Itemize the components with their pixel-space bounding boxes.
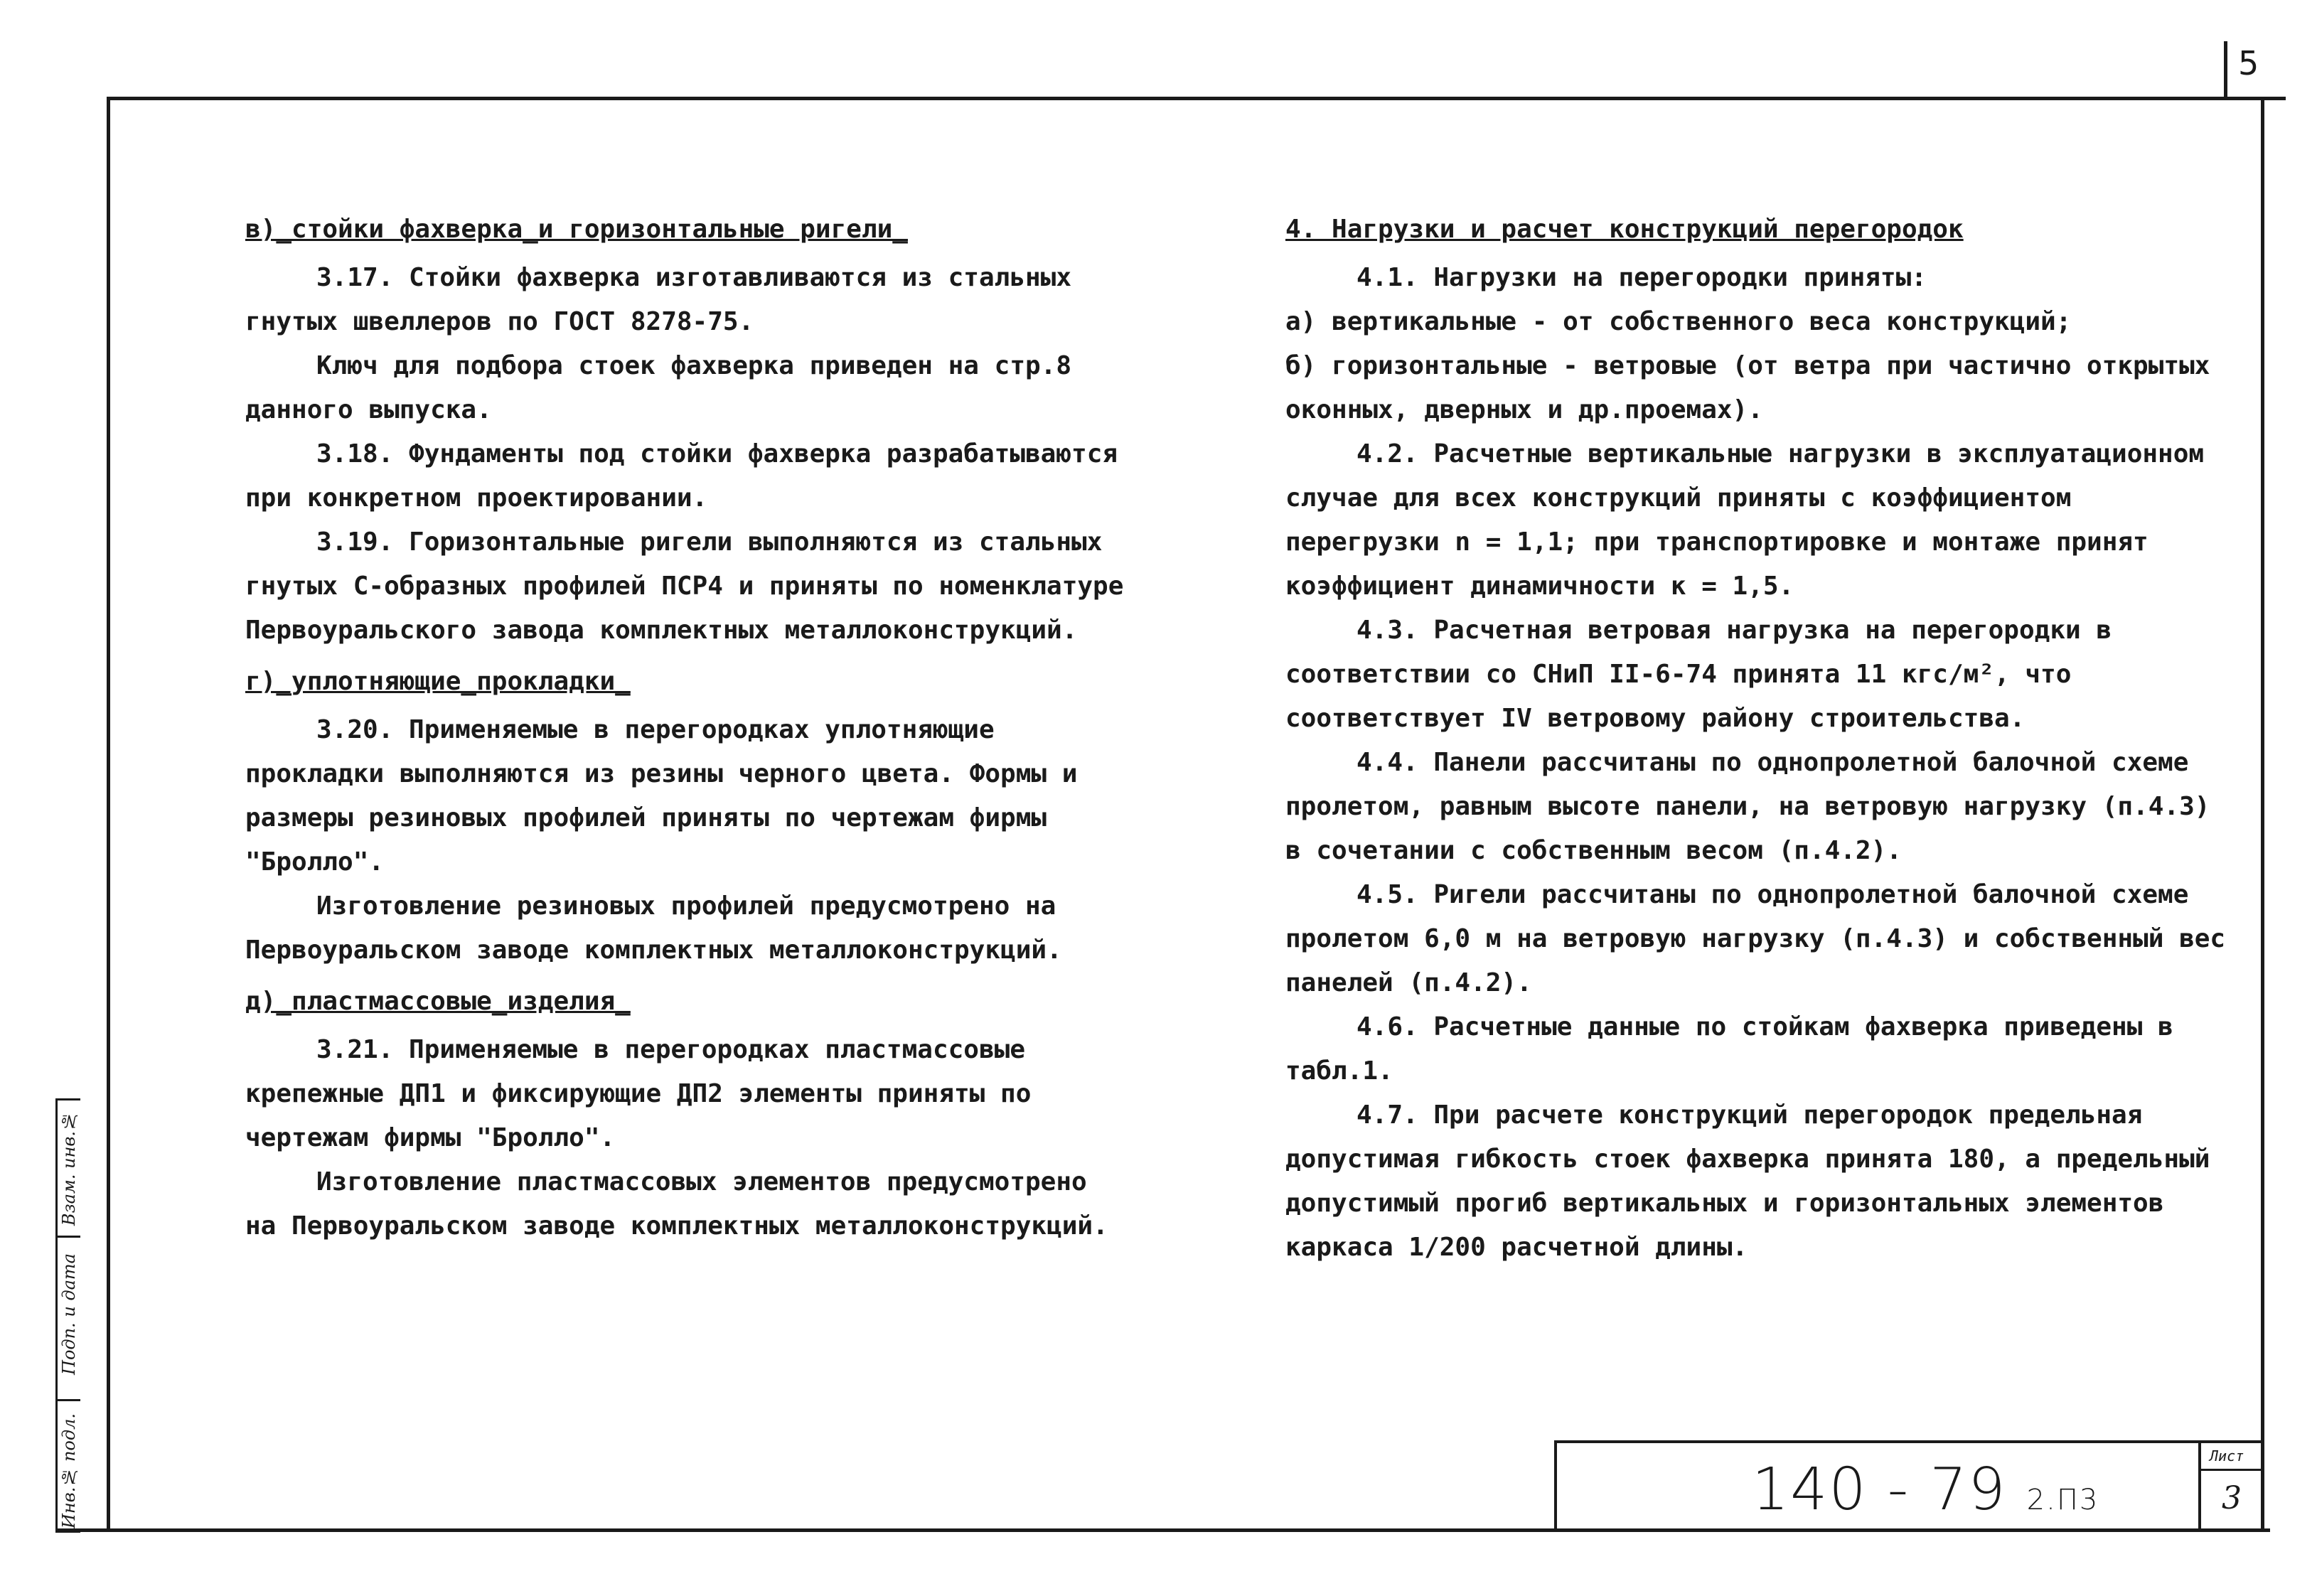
frame-right-line: [2261, 97, 2264, 1532]
document-code-suffix: 2.П3: [2026, 1484, 2099, 1516]
paragraph: 4.7. При расчете конструкций перегородок предельная допустимая гибкость стоек фахверка принята 180, а предельный допустимый прогиб вертикальных и горизонтальных элементов каркаса 1/200 расчетной длины.: [1285, 1100, 2210, 1262]
paragraph: 3.20. Применяемые в перегородках уплотняющие прокладки выполняются из резины черного цвета. Формы и размеры резиновых профилей приняты по чертежам фирмы "Бролло".: [245, 715, 1078, 877]
section-heading: д)_пластмассовые_изделия_: [245, 987, 631, 1016]
paragraph: 3.18. Фундаменты под стойки фахверка разрабатываются при конкретном проектировании.: [245, 439, 1118, 513]
paragraph: Изготовление пластмассовых элементов предусмотрено на Первоуральском заводе комплектных металлоконструкций.: [245, 1167, 1108, 1241]
paragraph: 4.3. Расчетная ветровая нагрузка на перегородки в соответствии со СНиП II-6-74 принята 11 кгс/м², что соответствует IV ветровому району строительства.: [1285, 616, 2112, 733]
stamp-divider: [58, 1236, 80, 1238]
document-code: [1752, 1456, 2099, 1523]
paragraph: Изготовление резиновых профилей предусмотрено на Первоуральском заводе комплектных металлоконструкций.: [245, 891, 1062, 965]
title-block: [1554, 1440, 2264, 1531]
sheet-label: Лист: [2210, 1447, 2244, 1464]
sheet-number-divider: [2224, 41, 2227, 97]
sheet-number: 5: [2238, 44, 2259, 82]
frame-top-line: [107, 97, 2286, 100]
stamp-field-replace: Взам. инв.№: [59, 1111, 79, 1226]
section-heading: г)_уплотняющие_прокладки_: [245, 667, 631, 696]
paragraph: 4.4. Панели рассчитаны по однопролетной балочной схеме пролетом, равным высоте панели, на ветровую нагрузку (п.4.3) в сочетании с собственным весом (п.4.2).: [1285, 748, 2210, 865]
paragraph: Ключ для подбора стоек фахверка приведен на стр.8 данного выпуска.: [245, 351, 1072, 424]
paragraph: 3.21. Применяемые в перегородках пластмассовые крепежные ДП1 и фиксирующие ДП2 элементы приняты по чертежам фирмы "Бролло".: [245, 1035, 1032, 1152]
list-item: б) горизонтальные - ветровые (от ветра при частично открытых оконных, дверных и др.проемах).: [1285, 351, 2210, 424]
stamp-field-inv: Инв.№ подл.: [59, 1413, 79, 1528]
section-heading: 4. Нагрузки и расчет конструкций перегородок: [1285, 215, 1964, 244]
sheet-value: 3: [2222, 1480, 2242, 1516]
list-item: а) вертикальные - от собственного веса конструкций;: [1285, 307, 2072, 336]
paragraph: 4.1. Нагрузки на перегородки приняты:: [1357, 263, 1927, 292]
left-column: [245, 200, 1127, 1248]
stamp-divider: [58, 1399, 80, 1401]
document-code-number: 140 - 79: [1752, 1456, 2007, 1523]
paragraph: 3.17. Стойки фахверка изготавливаются из стальных гнутых швеллеров по ГОСТ 8278-75.: [245, 263, 1072, 336]
side-stamp: [55, 1098, 80, 1533]
sheet-label-divider: [2201, 1469, 2264, 1471]
paragraph: 4.6. Расчетные данные по стойкам фахверка приведены в табл.1.: [1285, 1012, 2173, 1086]
paragraph: 4.2. Расчетные вертикальные нагрузки в эксплуатационном случае для всех конструкций приняты с коэффициентом перегрузки n = 1,1; при транспортировке и монтаже принят коэффициент динамичности к = 1,5.: [1285, 439, 2205, 601]
paragraph: 4.5. Ригели рассчитаны по однопролетной балочной схеме пролетом 6,0 м на ветровую нагрузку (п.4.3) и собственный вес панелей (п.4.2).: [1285, 880, 2226, 997]
stamp-field-sign: Подп. и дата: [59, 1253, 79, 1375]
paragraph: 3.19. Горизонтальные ригели выполняются из стальных гнутых С-образных профилей ПСР4 и приняты по номенклатуре Первоуральского завода комплектных металлоконструкций.: [245, 527, 1124, 645]
title-block-divider: [2198, 1443, 2201, 1531]
section-heading: в)_стойки фахверка_и горизонтальные ригели_: [245, 215, 908, 244]
frame-left-line: [107, 97, 110, 1532]
right-column: [1285, 200, 2231, 1270]
